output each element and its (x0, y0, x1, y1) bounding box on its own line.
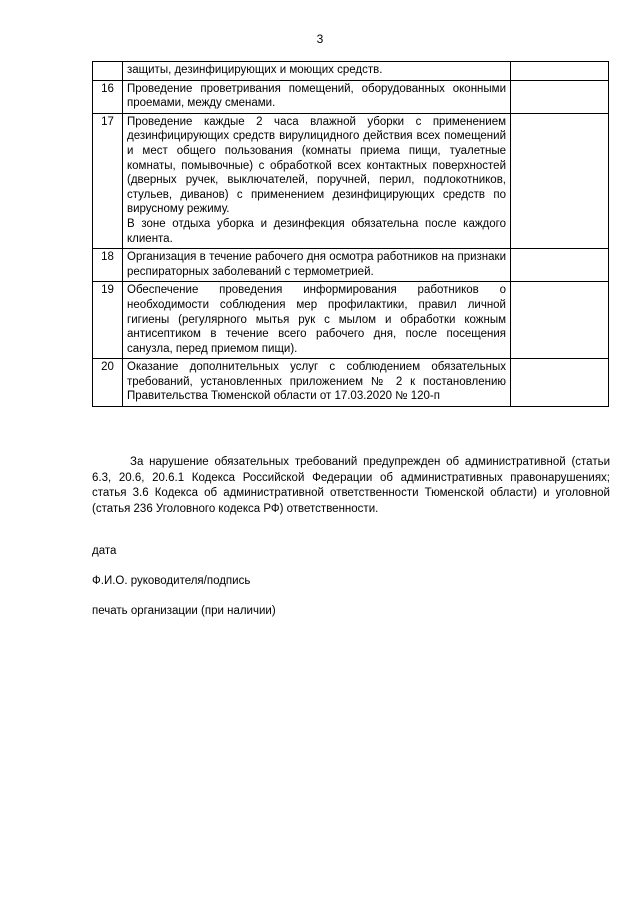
row-number: 18 (93, 249, 123, 282)
requirements-table (92, 61, 609, 407)
seal-label: печать организации (при наличии) (92, 605, 276, 617)
requirement-paragraph: Обеспечение проведения информирования работников о необходимости соблюдения мер профилактики, правил личной гигиены (регулярного мытья рук с мылом и обработки кожным антисептиком в течение всего рабочего дня, после посещения санузла, перед приемом пищи). (127, 284, 506, 355)
requirement-paragraph: В зоне отдыха уборка и дезинфекция обязательна после каждого клиента. (127, 217, 506, 245)
requirement-text (123, 249, 511, 282)
mark-cell (511, 62, 609, 81)
requirement-paragraph: Проведение каждые 2 часа влажной уборки с применением дезинфицирующих средств вирулицидного действия всех помещений и мест общего пользования (комнаты приема пищи, туалетные комнаты, помывочные) с обработкой всех контактных поверхностей (дверных ручек, выключателей, поручней, перил, подлокотников, стульев, диванов) с применением дезинфицирующих средств по вирусному режиму. (127, 115, 506, 216)
row-number: 17 (93, 113, 123, 248)
requirement-paragraph: Проведение проветривания помещений, оборудованных оконными проемами, между сменами. (127, 82, 506, 110)
requirement-paragraph: Организация в течение рабочего дня осмотра работников на признаки респираторных заболеваний с термометрией. (127, 251, 506, 278)
mark-cell (511, 359, 609, 407)
fio-signature-label: Ф.И.О. руководителя/подпись (92, 575, 251, 587)
table-row (93, 113, 609, 248)
page-number: 3 (316, 32, 324, 46)
row-number: 19 (93, 282, 123, 359)
table-row (93, 249, 609, 282)
row-number: 20 (93, 359, 123, 407)
mark-cell (511, 282, 609, 359)
liability-warning: За нарушение обязательных требований предупрежден об административной (статьи 6.3, 20.6, 20.6.1 Кодекса Российской Федерации об административных правонарушениях; статья 3.6 Кодекса об административной ответственности Тюменской области) и уголовной (статья 236 Уголовного кодекса РФ) ответственности. (92, 456, 610, 515)
requirement-text (123, 359, 511, 407)
mark-cell (511, 249, 609, 282)
mark-cell (511, 113, 609, 248)
table-row (93, 359, 609, 407)
requirement-text (123, 282, 511, 359)
requirement-text (123, 80, 511, 113)
date-label: дата (92, 545, 117, 557)
requirement-paragraph: защиты, дезинфицирующих и моющих средств. (127, 64, 383, 76)
mark-cell (511, 80, 609, 113)
table-row (93, 62, 609, 81)
table-row (93, 80, 609, 113)
table-row (93, 282, 609, 359)
requirement-text (123, 62, 511, 81)
row-number: 16 (93, 80, 123, 113)
row-number (93, 62, 123, 81)
requirement-text (123, 113, 511, 248)
requirement-paragraph: Оказание дополнительных услуг с соблюдением обязательных требований, установленных приложением № 2 к постановлению Правительства Тюменской области от 17.03.2020 № 120-п (127, 361, 506, 403)
